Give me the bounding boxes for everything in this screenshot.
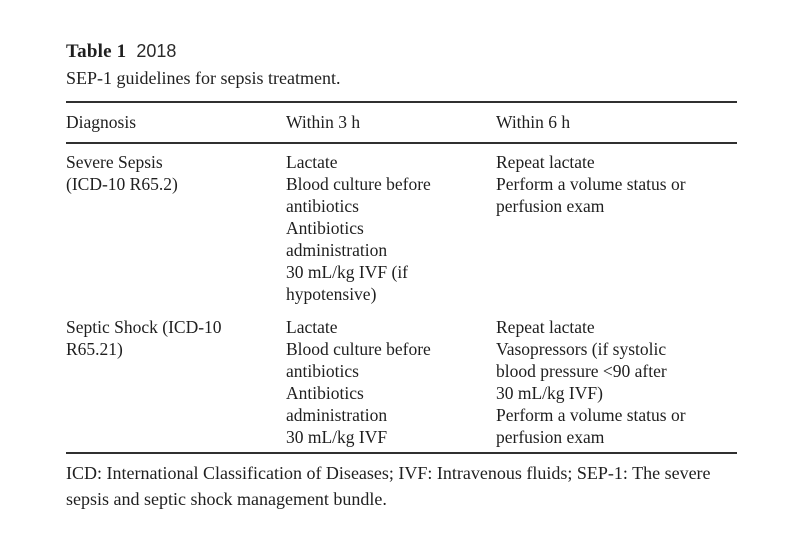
within-3h-cell — [286, 309, 496, 453]
table-row — [66, 309, 737, 453]
table-number-label: Table 1 — [66, 41, 127, 62]
column-header-within-3h: Within 3 h — [286, 102, 496, 143]
table-footnote: ICD: International Classification of Diseases; IVF: Intravenous fluids; SEP-1: The severe sepsis and septic shock management bundle. — [66, 463, 711, 509]
treatment-item: 30 mL/kg IVF — [286, 427, 388, 447]
treatment-item: Antibiotics administration — [286, 218, 388, 260]
treatment-item: Perform a volume status or perfusion exam — [496, 174, 686, 216]
diagnosis-cell — [66, 143, 286, 309]
diagnosis-line: R65.21) — [66, 339, 123, 359]
treatment-item: Repeat lactate — [496, 317, 595, 337]
treatment-item: Blood culture before antibiotics — [286, 339, 431, 381]
treatment-item: 30 mL/kg IVF (if hypotensive) — [286, 262, 409, 304]
treatment-item: Perform a volume status or perfusion exam — [496, 405, 686, 447]
table-year: 2018 — [136, 41, 177, 61]
treatment-item: Blood culture before antibiotics — [286, 174, 431, 216]
table-block — [66, 38, 746, 512]
diagnosis-line: Septic Shock (ICD-10 — [66, 317, 222, 337]
treatment-item: Lactate — [286, 317, 338, 337]
table-row — [66, 143, 737, 309]
column-header-within-6h: Within 6 h — [496, 102, 737, 143]
table-header-row — [66, 102, 737, 143]
within-6h-cell — [496, 143, 737, 309]
table-body — [66, 143, 737, 453]
diagnosis-line: Severe Sepsis — [66, 152, 163, 172]
treatment-item: Lactate — [286, 152, 338, 172]
within-6h-cell — [496, 309, 737, 453]
diagnosis-cell — [66, 309, 286, 453]
table-caption: SEP-1 guidelines for sepsis treatment. — [66, 68, 341, 88]
sep1-guidelines-table — [66, 101, 737, 454]
treatment-item: Repeat lactate — [496, 152, 595, 172]
treatment-item: Vasopressors (if systolic blood pressure <90 after 30 mL/kg IVF) — [496, 339, 667, 403]
treatment-item: Antibiotics administration — [286, 383, 388, 425]
diagnosis-line: (ICD-10 R65.2) — [66, 174, 178, 194]
table-title — [66, 38, 746, 65]
within-3h-cell — [286, 143, 496, 309]
column-header-diagnosis: Diagnosis — [66, 102, 286, 143]
